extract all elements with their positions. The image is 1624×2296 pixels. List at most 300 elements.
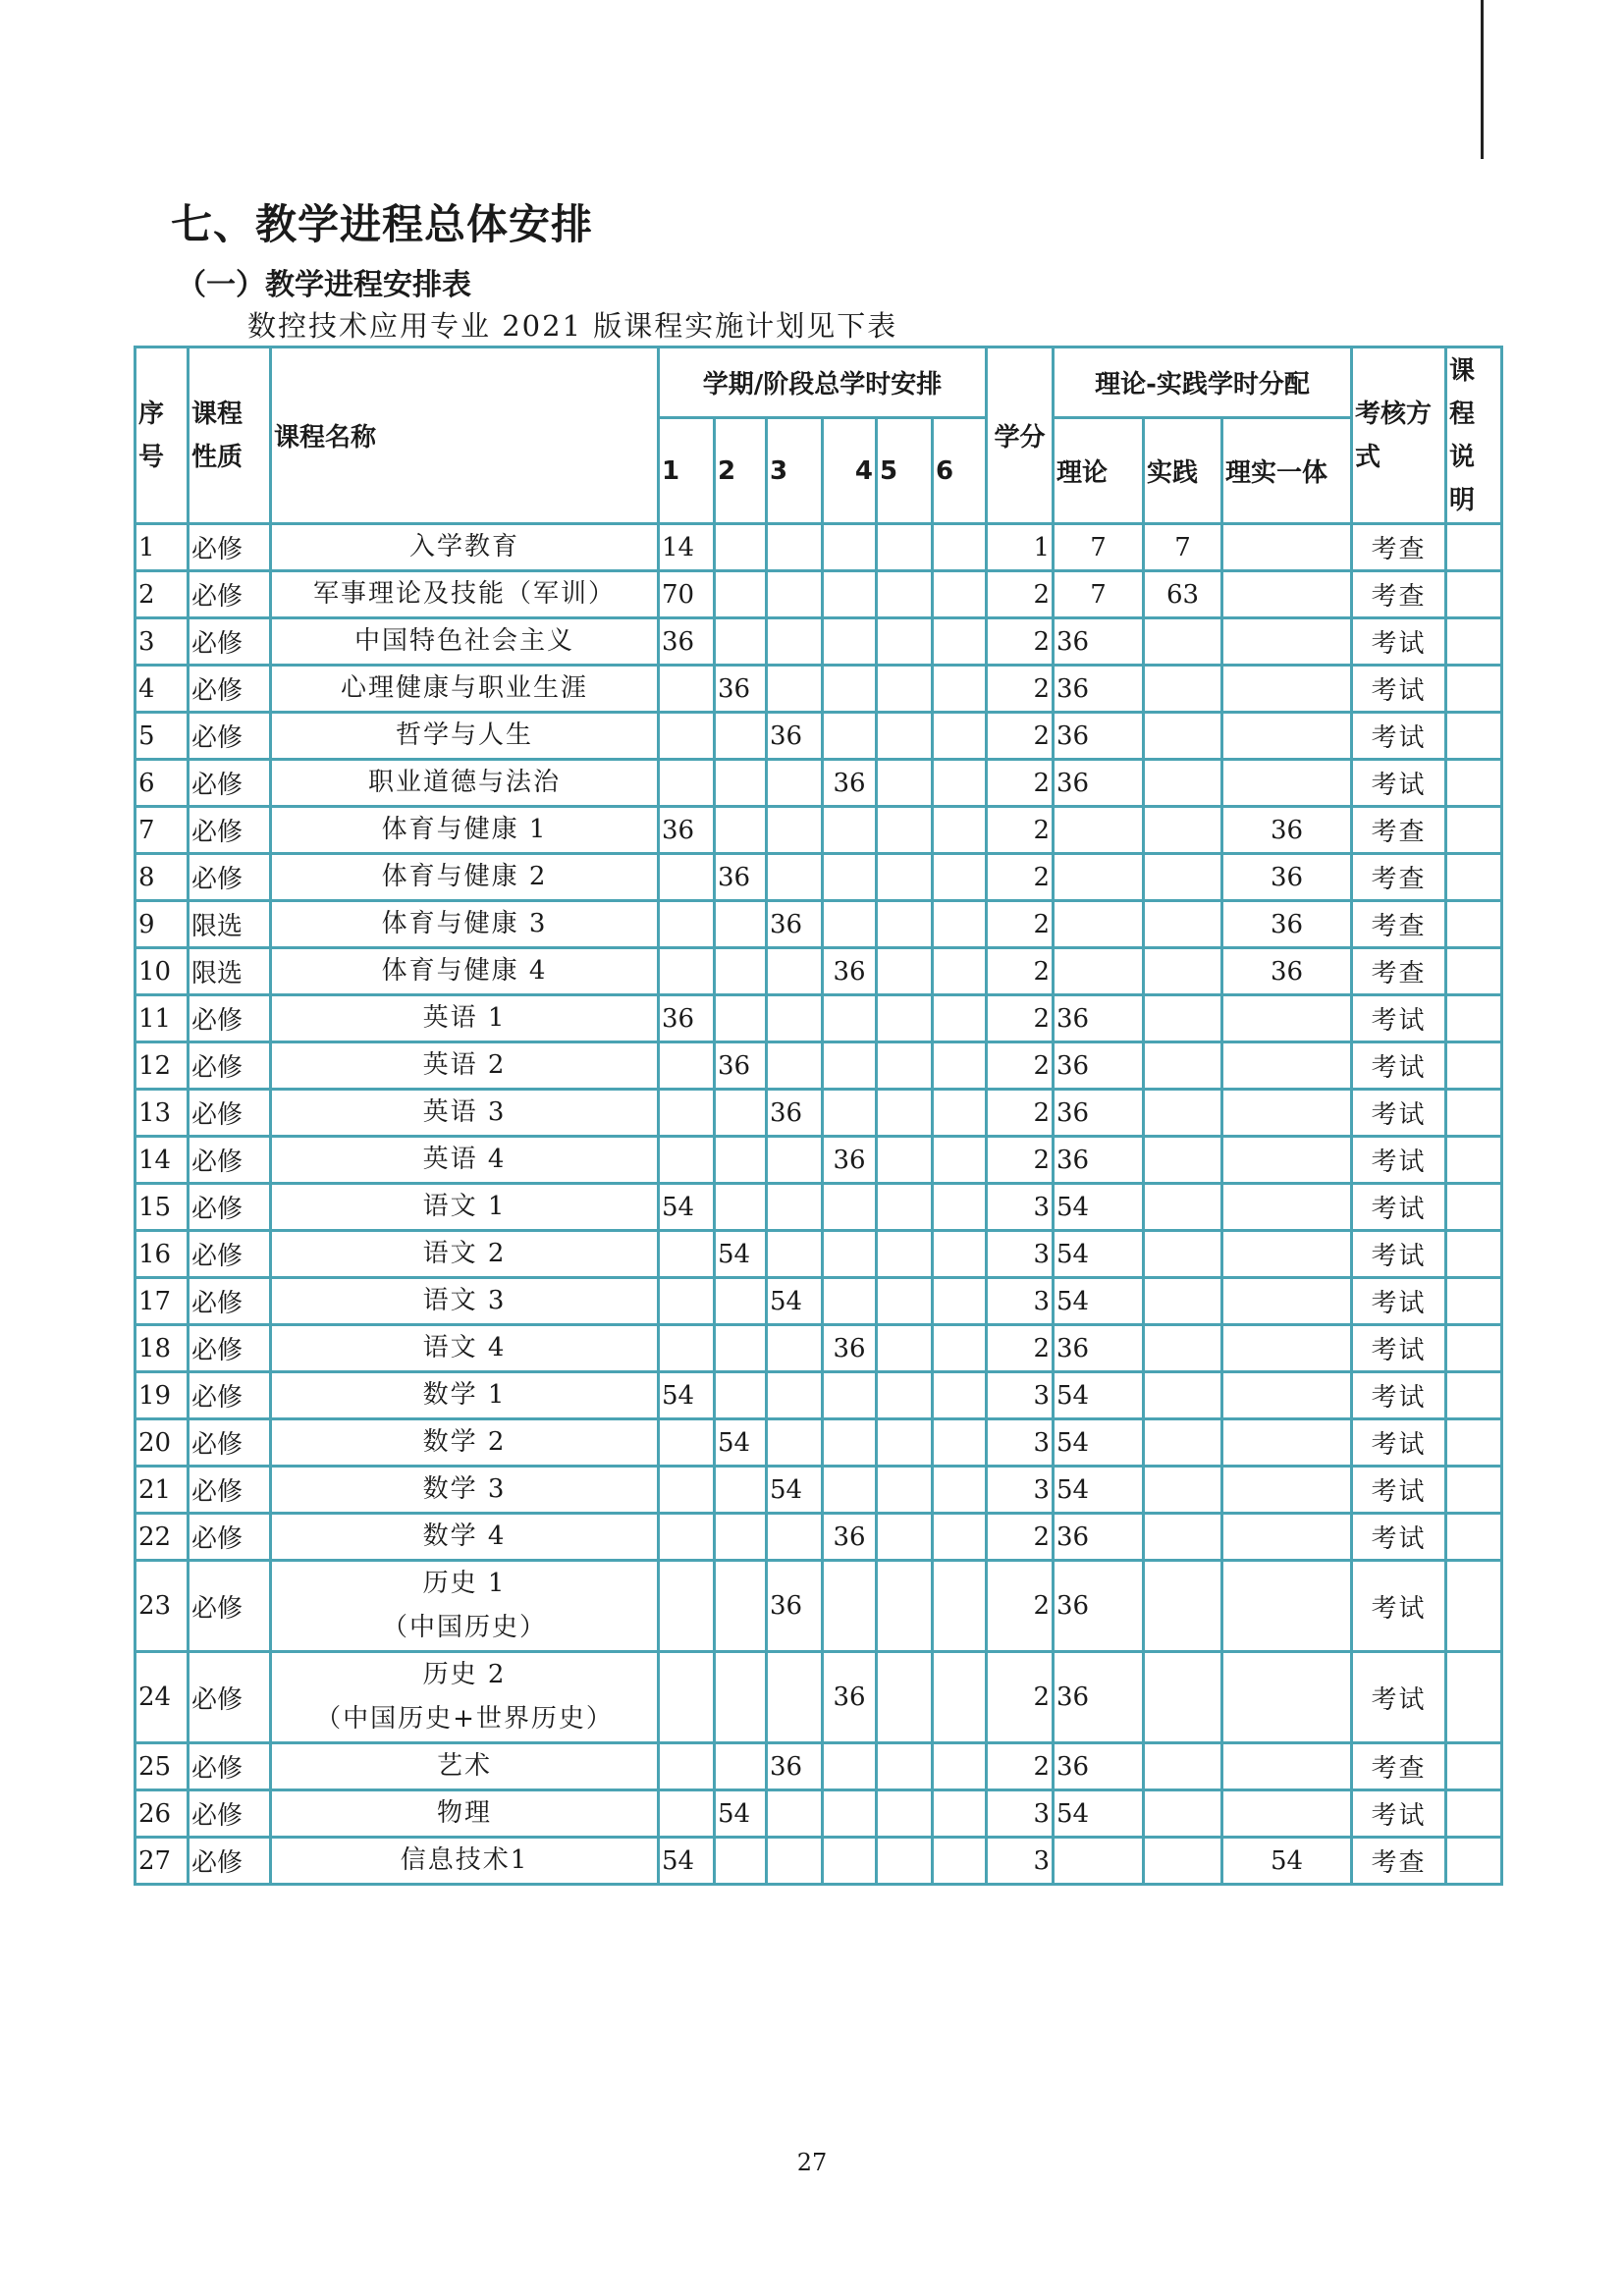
row-semester-2-cell: 54 (715, 1790, 767, 1838)
row-semester-1-cell: 54 (659, 1372, 715, 1419)
section-heading: 七、教学进程总体安排 (171, 200, 594, 248)
row-semester-3-cell: 36 (767, 901, 823, 948)
row-semester-5-cell (877, 1325, 933, 1372)
row-course-name-cell (271, 1372, 659, 1419)
course-name-text: 语文 1 (422, 1192, 507, 1221)
row-practice-cell (1144, 618, 1222, 666)
row-credit-cell: 3 (987, 1372, 1054, 1419)
row-credit-cell: 3 (987, 1419, 1054, 1467)
row-type-cell: 必修 (189, 618, 271, 666)
table-row (135, 713, 1502, 760)
row-semester-6-cell (933, 713, 987, 760)
row-credit-cell: 2 (987, 666, 1054, 713)
row-type-cell: 必修 (189, 1090, 271, 1137)
row-semester-3-cell (767, 1231, 823, 1278)
row-semester-1-cell (659, 1325, 715, 1372)
row-integrated-cell (1222, 1325, 1352, 1372)
row-semester-3-cell (767, 1419, 823, 1467)
row-integrated-cell (1222, 666, 1352, 713)
row-exam-cell: 考试 (1352, 1561, 1446, 1652)
row-semester-3-cell (767, 995, 823, 1042)
row-note-cell (1446, 995, 1502, 1042)
row-exam-cell: 考试 (1352, 666, 1446, 713)
row-credit-cell: 2 (987, 1652, 1054, 1743)
row-semester-5-cell (877, 995, 933, 1042)
course-name-text: 艺术 (436, 1751, 492, 1781)
row-type-cell: 必修 (189, 1652, 271, 1743)
course-name-text: 中国特色社会主义 (353, 626, 574, 656)
row-semester-4-cell (823, 901, 877, 948)
row-practice-cell (1144, 1042, 1222, 1090)
row-seq-cell: 22 (135, 1514, 189, 1561)
row-integrated-cell (1222, 1652, 1352, 1743)
row-semester-4-cell (823, 854, 877, 901)
row-semester-1-cell (659, 854, 715, 901)
row-semester-1-cell (659, 1090, 715, 1137)
table-row (135, 524, 1502, 571)
row-seq-cell: 17 (135, 1278, 189, 1325)
header-seq: 序号 (135, 347, 189, 524)
table-row (135, 1652, 1502, 1743)
row-semester-3-cell (767, 1838, 823, 1885)
row-theory-cell: 36 (1054, 713, 1144, 760)
row-course-name-cell (271, 618, 659, 666)
table-row (135, 1790, 1502, 1838)
row-semester-3-cell: 36 (767, 713, 823, 760)
row-note-cell (1446, 1137, 1502, 1184)
row-credit-cell: 2 (987, 948, 1054, 995)
row-practice-cell (1144, 901, 1222, 948)
row-semester-2-cell (715, 1278, 767, 1325)
table-row (135, 1231, 1502, 1278)
row-semester-6-cell (933, 1325, 987, 1372)
row-note-cell (1446, 1743, 1502, 1790)
row-semester-5-cell (877, 1184, 933, 1231)
course-name-subtext: （中国历史） (381, 1613, 547, 1642)
course-name-text: 心理健康与职业生涯 (340, 673, 588, 703)
table-row (135, 1278, 1502, 1325)
row-seq-cell: 12 (135, 1042, 189, 1090)
row-semester-1-cell: 54 (659, 1838, 715, 1885)
course-name-text: 数学 4 (422, 1522, 507, 1551)
row-integrated-cell (1222, 1790, 1352, 1838)
row-integrated-cell: 54 (1222, 1838, 1352, 1885)
row-semester-6-cell (933, 760, 987, 807)
course-name-subtext: （中国历史+世界历史） (315, 1704, 614, 1734)
row-theory-cell: 54 (1054, 1372, 1144, 1419)
row-theory-cell: 36 (1054, 1090, 1144, 1137)
row-semester-3-cell (767, 1325, 823, 1372)
row-type-cell: 必修 (189, 1514, 271, 1561)
row-semester-5-cell (877, 1372, 933, 1419)
row-semester-2-cell (715, 713, 767, 760)
row-semester-6-cell (933, 1467, 987, 1514)
row-type-cell: 必修 (189, 1561, 271, 1652)
row-integrated-cell (1222, 995, 1352, 1042)
row-practice-cell (1144, 1325, 1222, 1372)
row-semester-1-cell: 14 (659, 524, 715, 571)
row-semester-6-cell (933, 1372, 987, 1419)
row-course-name-cell (271, 1231, 659, 1278)
row-type-cell: 必修 (189, 807, 271, 854)
row-course-name-cell (271, 1419, 659, 1467)
row-course-name-cell (271, 807, 659, 854)
row-semester-4-cell: 36 (823, 1514, 877, 1561)
row-practice-cell (1144, 1184, 1222, 1231)
row-semester-2-cell (715, 901, 767, 948)
row-integrated-cell (1222, 1561, 1352, 1652)
row-semester-3-cell (767, 1790, 823, 1838)
row-semester-1-cell (659, 1419, 715, 1467)
row-integrated-cell (1222, 1514, 1352, 1561)
row-exam-cell: 考查 (1352, 948, 1446, 995)
row-semester-4-cell (823, 1231, 877, 1278)
row-seq-cell: 10 (135, 948, 189, 995)
row-semester-2-cell (715, 524, 767, 571)
row-credit-cell: 3 (987, 1467, 1054, 1514)
row-exam-cell: 考试 (1352, 1278, 1446, 1325)
row-credit-cell: 2 (987, 571, 1054, 618)
row-semester-5-cell (877, 948, 933, 995)
header-course-name: 课程名称 (271, 347, 659, 524)
table-row (135, 1467, 1502, 1514)
row-semester-1-cell: 54 (659, 1184, 715, 1231)
row-course-name-cell (271, 1561, 659, 1652)
row-semester-2-cell (715, 995, 767, 1042)
header-semester-6: 6 (933, 418, 987, 524)
row-credit-cell: 1 (987, 524, 1054, 571)
row-exam-cell: 考试 (1352, 1372, 1446, 1419)
row-semester-6-cell (933, 666, 987, 713)
row-semester-6-cell (933, 1090, 987, 1137)
course-name-text: 语文 4 (422, 1333, 507, 1362)
row-integrated-cell (1222, 1372, 1352, 1419)
row-exam-cell: 考查 (1352, 854, 1446, 901)
row-note-cell (1446, 1790, 1502, 1838)
row-practice-cell (1144, 1137, 1222, 1184)
row-semester-1-cell (659, 1652, 715, 1743)
row-semester-1-cell: 36 (659, 618, 715, 666)
row-note-cell (1446, 760, 1502, 807)
row-type-cell: 必修 (189, 666, 271, 713)
row-integrated-cell: 36 (1222, 854, 1352, 901)
row-semester-3-cell (767, 854, 823, 901)
table-row (135, 854, 1502, 901)
row-credit-cell: 2 (987, 1325, 1054, 1372)
row-practice-cell (1144, 1561, 1222, 1652)
row-type-cell: 必修 (189, 1467, 271, 1514)
row-practice-cell (1144, 1278, 1222, 1325)
row-semester-5-cell (877, 1278, 933, 1325)
row-semester-6-cell (933, 1184, 987, 1231)
row-semester-6-cell (933, 1231, 987, 1278)
row-type-cell: 必修 (189, 1231, 271, 1278)
row-theory-cell: 54 (1054, 1419, 1144, 1467)
row-theory-cell (1054, 1838, 1144, 1885)
course-name-text: 英语 1 (422, 1003, 507, 1033)
row-note-cell (1446, 1184, 1502, 1231)
row-exam-cell: 考试 (1352, 1231, 1446, 1278)
row-type-cell: 必修 (189, 1790, 271, 1838)
row-practice-cell (1144, 1790, 1222, 1838)
row-semester-2-cell (715, 948, 767, 995)
row-integrated-cell (1222, 618, 1352, 666)
row-type-cell: 限选 (189, 948, 271, 995)
row-semester-2-cell (715, 1372, 767, 1419)
row-note-cell (1446, 618, 1502, 666)
row-semester-3-cell (767, 1652, 823, 1743)
row-seq-cell: 4 (135, 666, 189, 713)
row-semester-2-cell (715, 1743, 767, 1790)
course-name-text: 体育与健康 1 (381, 815, 548, 844)
row-course-name-cell (271, 666, 659, 713)
row-exam-cell: 考试 (1352, 1137, 1446, 1184)
row-integrated-cell (1222, 1278, 1352, 1325)
row-semester-3-cell: 36 (767, 1743, 823, 1790)
row-semester-6-cell (933, 901, 987, 948)
row-semester-2-cell (715, 760, 767, 807)
row-note-cell (1446, 1090, 1502, 1137)
row-exam-cell: 考试 (1352, 760, 1446, 807)
row-theory-cell: 54 (1054, 1278, 1144, 1325)
row-credit-cell: 2 (987, 1561, 1054, 1652)
row-semester-3-cell (767, 1372, 823, 1419)
table-row (135, 901, 1502, 948)
row-note-cell (1446, 1514, 1502, 1561)
row-seq-cell: 8 (135, 854, 189, 901)
row-credit-cell: 3 (987, 1231, 1054, 1278)
row-semester-2-cell (715, 1561, 767, 1652)
row-type-cell: 必修 (189, 713, 271, 760)
course-name-text: 体育与健康 4 (381, 956, 548, 986)
course-name-text: 英语 4 (422, 1145, 507, 1174)
row-note-cell (1446, 1838, 1502, 1885)
row-semester-1-cell: 70 (659, 571, 715, 618)
row-semester-4-cell (823, 1372, 877, 1419)
row-semester-3-cell (767, 666, 823, 713)
row-semester-2-cell (715, 1838, 767, 1885)
row-semester-5-cell (877, 1514, 933, 1561)
course-name-text: 物理 (436, 1798, 492, 1828)
row-type-cell: 必修 (189, 1184, 271, 1231)
row-semester-4-cell (823, 1042, 877, 1090)
row-course-name-cell (271, 524, 659, 571)
row-note-cell (1446, 948, 1502, 995)
row-integrated-cell (1222, 1419, 1352, 1467)
row-semester-6-cell (933, 948, 987, 995)
row-semester-5-cell (877, 713, 933, 760)
row-exam-cell: 考查 (1352, 1743, 1446, 1790)
row-credit-cell: 2 (987, 713, 1054, 760)
row-theory-cell: 36 (1054, 760, 1144, 807)
row-practice-cell (1144, 760, 1222, 807)
header-course-note: 课程说明 (1446, 347, 1502, 524)
subsection-heading: （一）教学进程安排表 (177, 268, 471, 302)
row-integrated-cell (1222, 713, 1352, 760)
table-row (135, 666, 1502, 713)
row-exam-cell: 考查 (1352, 807, 1446, 854)
row-theory-cell: 54 (1054, 1184, 1144, 1231)
row-semester-4-cell (823, 618, 877, 666)
row-semester-1-cell (659, 1231, 715, 1278)
row-type-cell: 必修 (189, 1042, 271, 1090)
header-theory: 理论 (1054, 418, 1144, 524)
row-semester-1-cell (659, 1514, 715, 1561)
table-row (135, 807, 1502, 854)
row-exam-cell: 考试 (1352, 1419, 1446, 1467)
row-practice-cell (1144, 995, 1222, 1042)
row-credit-cell: 2 (987, 1137, 1054, 1184)
row-type-cell: 必修 (189, 1137, 271, 1184)
table-row (135, 1743, 1502, 1790)
row-exam-cell: 考查 (1352, 1838, 1446, 1885)
row-semester-6-cell (933, 1137, 987, 1184)
table-row (135, 995, 1502, 1042)
row-course-name-cell (271, 948, 659, 995)
row-theory-cell (1054, 901, 1144, 948)
row-semester-6-cell (933, 1419, 987, 1467)
row-semester-1-cell (659, 1743, 715, 1790)
row-semester-6-cell (933, 1790, 987, 1838)
row-type-cell: 必修 (189, 571, 271, 618)
row-semester-4-cell (823, 1184, 877, 1231)
row-note-cell (1446, 713, 1502, 760)
row-semester-6-cell (933, 524, 987, 571)
row-credit-cell: 2 (987, 1042, 1054, 1090)
row-exam-cell: 考试 (1352, 618, 1446, 666)
row-practice-cell (1144, 1090, 1222, 1137)
row-type-cell: 必修 (189, 1372, 271, 1419)
row-type-cell: 必修 (189, 1743, 271, 1790)
row-type-cell: 限选 (189, 901, 271, 948)
row-semester-6-cell (933, 1042, 987, 1090)
row-integrated-cell (1222, 1743, 1352, 1790)
row-practice-cell (1144, 1372, 1222, 1419)
row-semester-2-cell: 54 (715, 1419, 767, 1467)
row-course-name-cell (271, 1042, 659, 1090)
row-theory-cell (1054, 807, 1144, 854)
row-exam-cell: 考试 (1352, 1652, 1446, 1743)
row-seq-cell: 20 (135, 1419, 189, 1467)
row-semester-4-cell (823, 571, 877, 618)
page-number: 27 (796, 2149, 828, 2176)
row-semester-3-cell: 54 (767, 1467, 823, 1514)
row-note-cell (1446, 901, 1502, 948)
table-row (135, 948, 1502, 995)
row-integrated-cell (1222, 1231, 1352, 1278)
row-theory-cell: 54 (1054, 1790, 1144, 1838)
row-theory-cell: 36 (1054, 1325, 1144, 1372)
row-exam-cell: 考试 (1352, 1514, 1446, 1561)
row-integrated-cell (1222, 1184, 1352, 1231)
row-semester-4-cell (823, 1090, 877, 1137)
row-practice-cell (1144, 666, 1222, 713)
row-course-name-cell (271, 1790, 659, 1838)
row-semester-5-cell (877, 807, 933, 854)
row-course-name-cell (271, 1278, 659, 1325)
row-seq-cell: 7 (135, 807, 189, 854)
row-integrated-cell (1222, 571, 1352, 618)
header-exam-method: 考核方式 (1352, 347, 1446, 524)
row-semester-3-cell: 54 (767, 1278, 823, 1325)
table-row (135, 1514, 1502, 1561)
row-semester-4-cell (823, 807, 877, 854)
row-seq-cell: 23 (135, 1561, 189, 1652)
row-type-cell: 必修 (189, 1325, 271, 1372)
row-semester-4-cell: 36 (823, 1137, 877, 1184)
row-course-name-cell (271, 1184, 659, 1231)
row-exam-cell: 考试 (1352, 1790, 1446, 1838)
row-semester-4-cell (823, 524, 877, 571)
row-practice-cell (1144, 1652, 1222, 1743)
table-row (135, 571, 1502, 618)
row-course-name-cell (271, 1325, 659, 1372)
row-semester-2-cell: 36 (715, 666, 767, 713)
row-seq-cell: 9 (135, 901, 189, 948)
row-integrated-cell: 36 (1222, 807, 1352, 854)
row-type-cell: 必修 (189, 1419, 271, 1467)
row-credit-cell: 3 (987, 1790, 1054, 1838)
header-practice: 实践 (1144, 418, 1222, 524)
row-semester-1-cell (659, 1467, 715, 1514)
row-semester-3-cell: 36 (767, 1090, 823, 1137)
row-theory-cell: 54 (1054, 1231, 1144, 1278)
row-course-name-cell (271, 1137, 659, 1184)
row-course-name-cell (271, 713, 659, 760)
row-theory-cell: 36 (1054, 1652, 1144, 1743)
row-semester-2-cell: 36 (715, 854, 767, 901)
row-semester-4-cell (823, 995, 877, 1042)
row-course-name-cell (271, 1467, 659, 1514)
header-semester-5: 5 (877, 418, 933, 524)
row-seq-cell: 19 (135, 1372, 189, 1419)
table-row (135, 1419, 1502, 1467)
row-type-cell: 必修 (189, 524, 271, 571)
course-name-text: 信息技术1 (400, 1845, 529, 1875)
row-exam-cell: 考试 (1352, 1184, 1446, 1231)
row-practice-cell (1144, 854, 1222, 901)
table-row (135, 760, 1502, 807)
row-semester-5-cell (877, 1231, 933, 1278)
row-semester-1-cell (659, 948, 715, 995)
row-seq-cell: 13 (135, 1090, 189, 1137)
row-exam-cell: 考试 (1352, 995, 1446, 1042)
row-semester-3-cell (767, 1184, 823, 1231)
row-semester-2-cell (715, 1467, 767, 1514)
row-semester-5-cell (877, 618, 933, 666)
row-note-cell (1446, 807, 1502, 854)
table-row (135, 1184, 1502, 1231)
row-practice-cell (1144, 1231, 1222, 1278)
row-semester-1-cell (659, 1137, 715, 1184)
row-theory-cell: 7 (1054, 571, 1144, 618)
header-credit: 学分 (987, 347, 1054, 524)
row-integrated-cell: 36 (1222, 901, 1352, 948)
row-semester-5-cell (877, 1419, 933, 1467)
row-semester-4-cell (823, 1790, 877, 1838)
row-integrated-cell (1222, 1137, 1352, 1184)
row-semester-2-cell (715, 1652, 767, 1743)
course-name-text: 体育与健康 3 (381, 909, 548, 938)
header-semester-group: 学期/阶段总学时安排 (659, 347, 987, 418)
row-practice-cell (1144, 1467, 1222, 1514)
row-practice-cell (1144, 1838, 1222, 1885)
row-semester-6-cell (933, 807, 987, 854)
row-theory-cell: 36 (1054, 1514, 1144, 1561)
row-semester-6-cell (933, 995, 987, 1042)
row-exam-cell: 考试 (1352, 713, 1446, 760)
row-note-cell (1446, 666, 1502, 713)
